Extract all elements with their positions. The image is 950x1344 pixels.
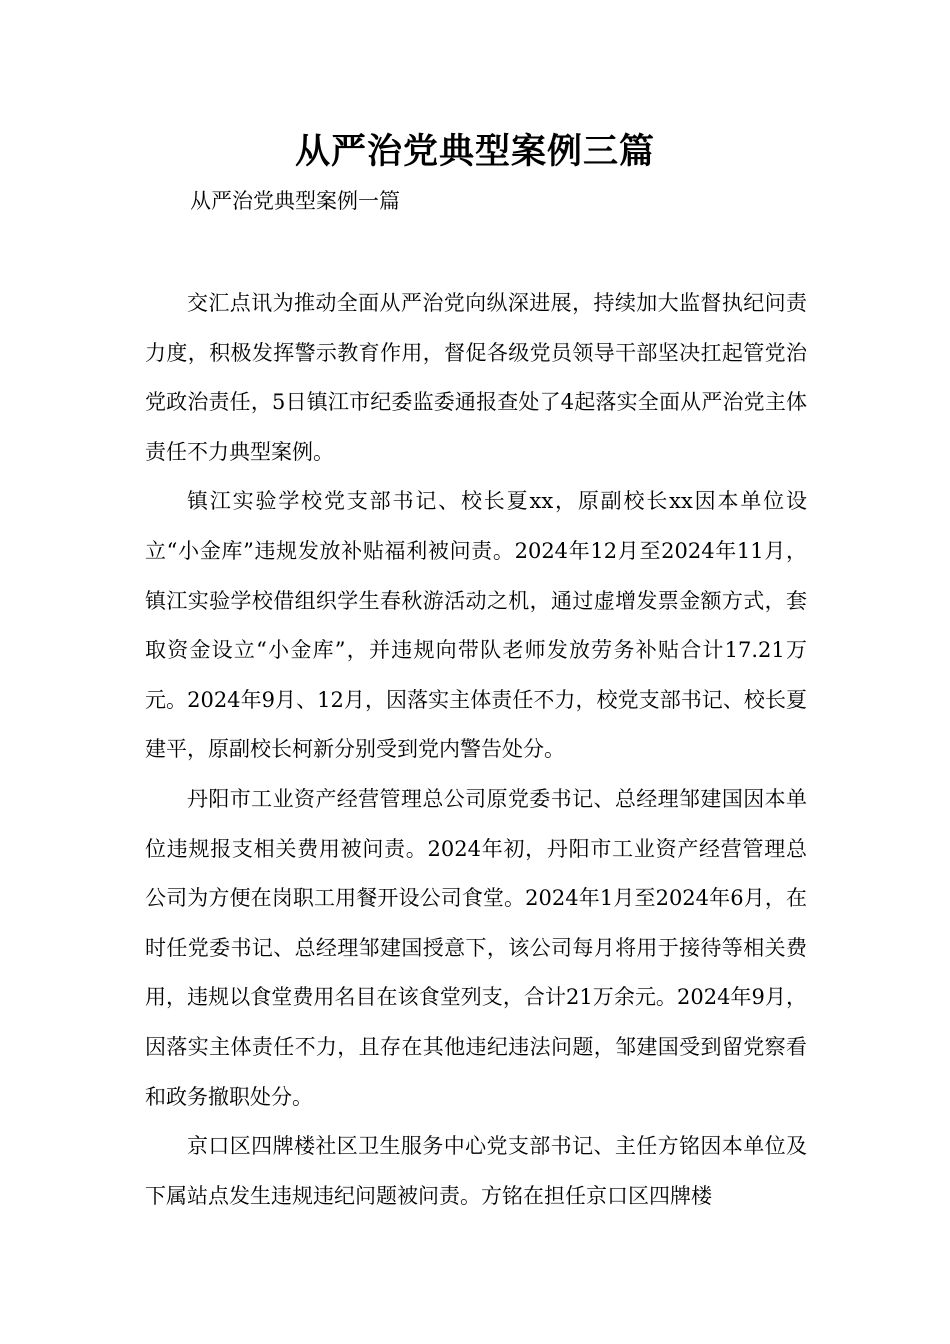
- document-body: [145, 279, 807, 1221]
- paragraph-case-2: 丹阳市工业资产经营管理总公司原党委书记、总经理邹建国因本单位违规报支相关费用被问责。2024年初，丹阳市工业资产经营管理总公司为方便在岗职工用餐开设公司食堂。2024年1月至2024年6月，在时任党委书记、总经理邹建国授意下，该公司每月将用于接待等相关费用，违规以食堂费用名目在该食堂列支，合计21万余元。2024年9月，因落实主体责任不力，且存在其他违纪违法问题，邹建国受到留党察看和政务撤职处分。: [145, 786, 807, 1109]
- paragraph-case-3: 京口区四牌楼社区卫生服务中心党支部书记、主任方铭因本单位及下属站点发生违规违纪问题被问责。方铭在担任京口区四牌楼: [145, 1134, 807, 1208]
- document-subtitle: 从严治党典型案例一篇: [190, 189, 400, 213]
- document-title: 从严治党典型案例三篇: [294, 131, 655, 172]
- paragraph-intro: 交汇点讯为推动全面从严治党向纵深进展，持续加大监督执纪问责力度，积极发挥警示教育作用，督促各级党员领导干部坚决扛起管党治党政治责任，5日镇江市纪委监委通报查处了4起落实全面从严治党主体责任不力典型案例。: [145, 291, 807, 464]
- paragraph-case-1: 镇江实验学校党支部书记、校长夏xx，原副校长xx因本单位设立“小金库”违规发放补贴福利被问责。2024年12月至2024年11月，镇江实验学校借组织学生春秋游活动之机，通过虚增发票金额方式，套取资金设立“小金库”，并违规向带队老师发放劳务补贴合计17.21万元。2024年9月、12月，因落实主体责任不力，校党支部书记、校长夏建平，原副校长柯新分别受到党内警告处分。: [145, 489, 807, 762]
